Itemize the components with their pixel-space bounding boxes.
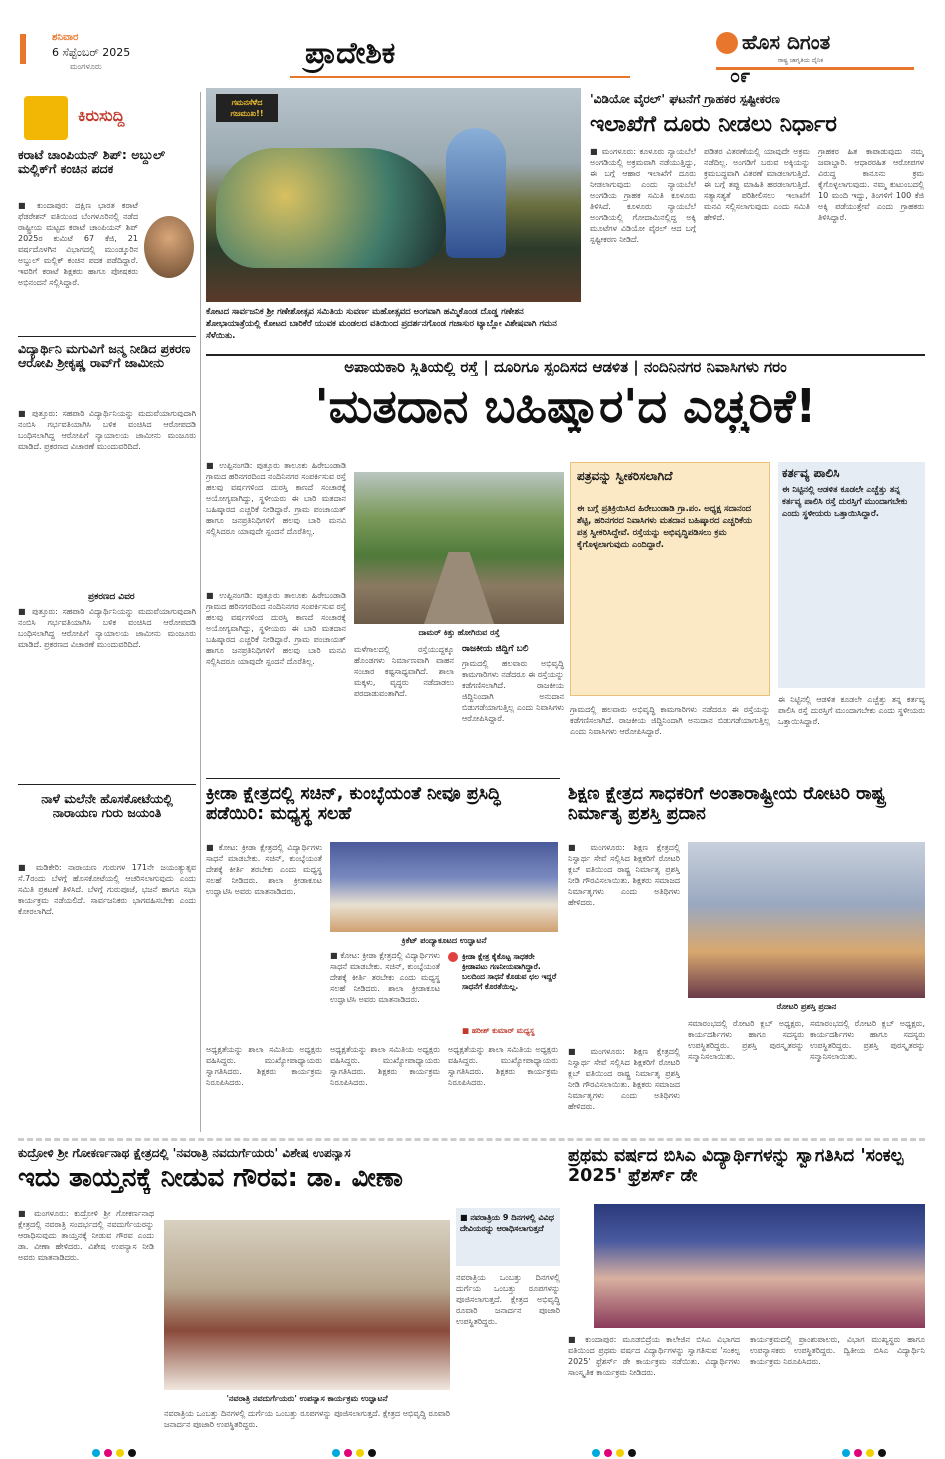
s3-title: ನಾಳೆ ಮಲೆನೇ ಹೊಸಕೋಟೆಯಲ್ಲಿ ನಾರಾಯಣ ಗುರು ಜಯಂತಿ: [41, 792, 173, 821]
veena-title: ಇದು ತಾಯ್ತನಕ್ಕೆ ನೀಡುವ ಗೌರವ: ಡಾ. ವೀಣಾ: [18, 1164, 403, 1193]
rotary-photo: [688, 842, 925, 998]
s1-title: ಕರಾಟೆ ಚಾಂಪಿಯನ್ ಶಿಪ್: ಅಬ್ದುಲ್ ಮಲ್ಲಿಕ್‌ಗೆ ಕಂಚಿನ ಪದಕ: [18, 148, 166, 177]
main-box: [570, 462, 770, 696]
sports-col2: ■ ಕೋಟ: ಕ್ರೀಡಾ ಕ್ಷೇತ್ರದಲ್ಲಿ ವಿದ್ಯಾರ್ಥಿಗಳು ಸಾಧನೆ ಮಾಡಬೇಕು. ಸಚಿನ್, ಕುಂಬ್ಳೆಯಂತೆ ದೇಶಕ್ಕೆ ಕೀರ್ತಿ ತರಬೇಕು ಎಂದು ಮಧ್ಯಸ್ಥ ಸಲಹೆ ನೀಡಿದರು. ಶಾಲಾ ಕ್ರೀಡಾಕೂಟ ಉದ್ಘಾಟಿಸಿ ಅವರು ಮಾತನಾಡಿದರು.: [330, 951, 440, 1004]
s2-body: ■ ಪುತ್ತೂರು: ಸಹಪಾಠಿ ವಿದ್ಯಾರ್ಥಿನಿಯನ್ನು ಮದುವೆಯಾಗುವುದಾಗಿ ನಂಬಿಸಿ ಗರ್ಭವತಿಯಾಗಿಸಿ ಬಳಿಕ ವಂಚಿಸಿದ ಆರೋಪದಡಿ ಬಂಧಿಸಲಾಗಿದ್ದ ಆರೋಪಿಗೆ ನ್ಯಾಯಾಲಯ ಜಾಮೀನು ಮಂಜೂರು ಮಾಡಿದೆ. ಪ್ರಕರಣದ ವಿಚಾರಣೆ ಮುಂದುವರಿದಿದೆ.: [18, 409, 196, 451]
box-body: ಈ ಬಗ್ಗೆ ಪ್ರತಿಕ್ರಿಯಿಸಿದ ಹಿರೇಬಂಡಾಡಿ ಗ್ರಾ.ಪಂ. ಅಧ್ಯಕ್ಷ ಸದಾನಂದ ಶೆಟ್ಟಿ, ಹರಿನಗರದ ನಿವಾಸಿಗಳು ಮತದಾನ ಬಹಿಷ್ಕಾರದ ಎಚ್ಚರಿಕೆಯ ಪತ್ರ ಸ್ವೀಕರಿಸಿದ್ದೇವೆ. ರಸ್ತೆಯನ್ನು ಅಭಿವೃದ್ಧಿಪಡಿಸಲು ಕ್ರಮ ಕೈಗೊಳ್ಳಲಾಗುವುದು ಎಂದಿದ್ದಾರೆ.: [577, 504, 753, 550]
quote-author: ■ ಹರೀಶ್ ಕುಮಾರ್ ಮಧ್ಯಸ್ಥ: [462, 1026, 535, 1035]
masthead: [0, 0, 945, 90]
veena-photo-caption: 'ನವರಾತ್ರಿ ನವದುರ್ಗೆಯರು' ಉಪನ್ಯಾಸ ಕಾರ್ಯಕ್ರಮ ಉದ್ಘಾಟನೆ: [226, 1394, 388, 1403]
tableau-shape: [216, 148, 446, 268]
left-column-rule: [200, 92, 201, 1132]
kirusuddi-column: [18, 92, 196, 1100]
sports-title: ಕ್ರೀಡಾ ಕ್ಷೇತ್ರದಲ್ಲಿ ಸಚಿನ್, ಕುಂಬ್ಳೆಯಂತೆ ನೀವೂ ಪ್ರಸಿದ್ಧಿ ಪಡೆಯಿರಿ: ಮಧ್ಯಸ್ಥ ಸಲಹೆ: [206, 784, 501, 825]
video-kicker: 'ವಿಡಿಯೋ ವೈರಲ್' ಘಟನೆಗೆ ಗ್ರಾಹಕರ ಸ್ಪಷ್ಟೀಕರಣ: [590, 92, 780, 106]
photo-tag: ಗಮನಸೆಳೆದ ಗಜಮುಖ!!: [216, 94, 278, 122]
section-title: ಪ್ರಾದೇಶಿಕ: [305, 36, 396, 71]
main-col3: ಗ್ರಾಮದಲ್ಲಿ ಹಲವಾರು ಅಭಿವೃದ್ಧಿ ಕಾಮಗಾರಿಗಳು ನಡೆದರೂ ಈ ರಸ್ತೆಯನ್ನು ಕಡೆಗಣಿಸಲಾಗಿದೆ. ರಾಜಕೀಯ ಜಿದ್ದಿನಿಂದಾಗಿ ಅನುದಾನ ಬಿಡುಗಡೆಯಾಗುತ್ತಿಲ್ಲ ಎಂದು ನಿವಾಸಿಗಳು ಆರೋಪಿಸಿದ್ದಾರೆ.: [462, 659, 564, 723]
main-col1: ■ ಉಪ್ಪಿನಂಗಡಿ: ಪುತ್ತೂರು ತಾಲೂಕು ಹಿರೇಬಂಡಾಡಿ ಗ್ರಾಮದ ಹರಿನಗರದಿಂದ ನಂದಿನಿನಗರ ಸಂಪರ್ಕಿಸುವ ರಸ್ತೆ ಹಲವು ವರ್ಷಗಳಿಂದ ದುರಸ್ತಿ ಕಾಣದೆ ಸಂಚಾರಕ್ಕೆ ಅಯೋಗ್ಯವಾಗಿದ್ದು, ಸ್ಥಳೀಯರು ಈ ಬಾರಿ ಮತದಾನ ಬಹಿಷ್ಕಾರದ ಎಚ್ಚರಿಕೆ ನೀಡಿದ್ದಾರೆ. ಗ್ರಾಮ ಪಂಚಾಯತ್ ಹಾಗೂ ಜನಪ್ರತಿನಿಧಿಗಳಿಗೆ ಹಲವು ಬಾರಿ ಮನವಿ ಸಲ್ಲಿಸಿದರೂ ಯಾವುದೇ ಸ್ಪಂದನೆ ದೊರೆತಿಲ್ಲ.: [206, 461, 346, 536]
rotary-col2: ಸಮಾರಂಭದಲ್ಲಿ ರೋಟರಿ ಕ್ಲಬ್ ಅಧ್ಯಕ್ಷರು, ಕಾರ್ಯದರ್ಶಿಗಳು ಹಾಗೂ ಸದಸ್ಯರು ಉಪಸ್ಥಿತರಿದ್ದರು. ಪ್ರಶಸ್ತಿ ಪುರಸ್ಕೃತರನ್ನು ಸನ್ಮಾನಿಸಲಾಯಿತು.: [688, 1019, 804, 1061]
veena-box-head: ■ ನವರಾತ್ರಿಯ 9 ದಿನಗಳಲ್ಲಿ ವಿವಿಧ ದೇವಿಯರನ್ನು ಆರಾಧಿಸಲಾಗುತ್ತದೆ: [460, 1213, 554, 1233]
video-title: ಇಲಾಖೆಗೆ ದೂರು ನೀಡಲು ನಿರ್ಧಾರ: [590, 112, 837, 137]
idol-shape: [446, 128, 506, 258]
rotary-photo-caption: ರೋಟರಿ ಪ್ರಶಸ್ತಿ ಪ್ರದಾನ: [776, 1002, 837, 1011]
s2-title: ವಿದ್ಯಾರ್ಥಿನಿ ಮಗುವಿಗೆ ಜನ್ಮ ನೀಡಿದ ಪ್ರಕರಣ ಆರೋಪಿ ಶ್ರೀಕೃಷ್ಣ ರಾವ್‌ಗೆ ಜಾಮೀನು: [18, 342, 191, 371]
s2-body-2: ■ ಪುತ್ತೂರು: ಸಹಪಾಠಿ ವಿದ್ಯಾರ್ಥಿನಿಯನ್ನು ಮದುವೆಯಾಗುವುದಾಗಿ ನಂಬಿಸಿ ಗರ್ಭವತಿಯಾಗಿಸಿ ಬಳಿಕ ವಂಚಿಸಿದ ಆರೋಪದಡಿ ಬಂಧಿಸಲಾಗಿದ್ದ ಆರೋಪಿಗೆ ನ್ಯಾಯಾಲಯ ಜಾಮೀನು ಮಂಜೂರು ಮಾಡಿದೆ. ಪ್ರಕರಣದ ವಿಚಾರಣೆ ಮುಂದುವರಿದಿದೆ.: [18, 607, 196, 649]
masthead-rule: [290, 76, 630, 78]
veena-col2: ನವರಾತ್ರಿಯ ಒಂಬತ್ತು ದಿನಗಳಲ್ಲಿ ದುರ್ಗೆಯ ಒಂಬತ್ತು ರೂಪಗಳನ್ನು ಪೂಜಿಸಲಾಗುತ್ತದೆ. ಕ್ಷೇತ್ರದ ಅಭಿವೃದ್ಧಿ ರೂವಾರಿ ಜನಾರ್ದನ ಪೂಜಾರಿ ಉಪಸ್ಥಿತರಿದ್ದರು.: [456, 1273, 560, 1326]
sports-col4: ಅಧ್ಯಕ್ಷತೆಯನ್ನು ಶಾಲಾ ಸಮಿತಿಯ ಅಧ್ಯಕ್ಷರು ವಹಿಸಿದ್ದರು. ಮುಖ್ಯೋಪಾಧ್ಯಾಯರು ಸ್ವಾಗತಿಸಿದರು. ಶಿಕ್ಷಕರು ಕಾರ್ಯಕ್ರಮ ನಿರೂಪಿಸಿದರು.: [330, 1045, 440, 1087]
main-top-rule: [206, 354, 925, 356]
main-kicker: ಅಪಾಯಕಾರಿ ಸ್ಥಿತಿಯಲ್ಲಿ ರಸ್ತೆ | ದೂರಿಗೂ ಸ್ಪಂದಿಸದ ಆಡಳಿತ | ನಂದಿನಿನಗರ ನಿವಾಸಿಗಳು ಗರಂ: [344, 358, 787, 376]
veena-photo: [164, 1220, 450, 1390]
road-shape: [424, 552, 494, 624]
veena-kicker: ಕುದ್ರೋಳಿ ಶ್ರೀ ಗೋಕರ್ಣನಾಥ ಕ್ಷೇತ್ರದಲ್ಲಿ 'ನವರಾತ್ರಿ ನವದುರ್ಗೆಯರು' ವಿಶೇಷ ಉಪನ್ಯಾಸ: [18, 1146, 351, 1160]
s1-body: ■ ಕುಂದಾಪುರ: ದಕ್ಷಿಣ ಭಾರತ ಕರಾಟೆ ಫೆಡರೇಶನ್ ವತಿಯಿಂದ ಬೆಂಗಳೂರಿನಲ್ಲಿ ನಡೆದ ರಾಷ್ಟ್ರೀಯ ಮಟ್ಟದ ಕರಾಟೆ ಚಾಂಪಿಯನ್ ಶಿಪ್ 2025ರ ಕುಮಿಟೆ 67 ಕೆಜಿ, 21 ವರ್ಷದೊಳಗಿನ ವಿಭಾಗದಲ್ಲಿ ಮುಂಡ್ಕೂರಿನ ಅಬ್ದುಲ್ ಮಲ್ಲಿಕ್ ಕಂಚಿನ ಪದಕ ಪಡೆದಿದ್ದಾರೆ. ಇವರಿಗೆ ಕರಾಟೆ ಶಿಕ್ಷಕರು ಹಾಗೂ ಪೋಷಕರು ಅಭಿನಂದನೆ ಸಲ್ಲಿಸಿದ್ದಾರೆ.: [18, 201, 138, 287]
freshers-story: [568, 1146, 925, 1436]
sports-col3: ಅಧ್ಯಕ್ಷತೆಯನ್ನು ಶಾಲಾ ಸಮಿತಿಯ ಅಧ್ಯಕ್ಷರು ವಹಿಸಿದ್ದರು. ಮುಖ್ಯೋಪಾಧ್ಯಾಯರು ಸ್ವಾಗತಿಸಿದರು. ಶಿಕ್ಷಕರು ಕಾರ್ಯಕ್ರಮ ನಿರೂಪಿಸಿದರು.: [206, 1045, 322, 1087]
rotary-col1b: ■ ಮಂಗಳೂರು: ಶಿಕ್ಷಣ ಕ್ಷೇತ್ರದಲ್ಲಿ ನಿಸ್ವಾರ್ಥ ಸೇವೆ ಸಲ್ಲಿಸಿದ ಶಿಕ್ಷಕರಿಗೆ ರೋಟರಿ ಕ್ಲಬ್ ವತಿಯಿಂದ ರಾಷ್ಟ್ರ ನಿರ್ಮಾತೃ ಪ್ರಶಸ್ತಿ ನೀಡಿ ಗೌರವಿಸಲಾಯಿತು. ಶಿಕ್ಷಕರು ಸಮಾಜದ ನಿರ್ಮಾತೃಗಳು ಎಂದು ಅತಿಥಿಗಳು ಹೇಳಿದರು.: [568, 1047, 680, 1111]
section-divider-dashed: [18, 1138, 925, 1142]
s1-body-cont: [18, 322, 196, 332]
s3-body: ■ ಮಡಿಕೇರಿ: ನಾರಾಯಣ ಗುರುಗಳ 171ನೇ ಜಯಂತ್ಯುತ್ಸವ ಸೆ.7ರಂದು ಬೆಳಗ್ಗೆ ಹೊಸಕೋಟೆಯಲ್ಲಿ ಆಚರಿಸಲಾಗುವುದು ಎಂದು ಸಮಿತಿ ಪ್ರಕಟಣೆ ತಿಳಿಸಿದೆ. ಬೆಳಗ್ಗೆ ಗುರುಪೂಜೆ, ಭಜನೆ ಹಾಗೂ ಸಭಾ ಕಾರ್ಯಕ್ರಮ ನಡೆಯಲಿದೆ. ಸಾರ್ವಜನಿಕರು ಭಾಗವಹಿಸಬೇಕು ಎಂದು ಕೋರಲಾಗಿದೆ.: [18, 863, 196, 916]
side-head: ಕರ್ತವ್ಯ ಪಾಲಿಸಿ: [782, 466, 840, 480]
masthead-date: 6 ಸೆಪ್ಟೆಂಬರ್ 2025: [52, 46, 131, 59]
registration-marks: [0, 1440, 945, 1456]
paper-tagline: ರಾಷ್ಟ್ರ ಜಾಗೃತಿಯ ದೈನಿಕ: [778, 57, 824, 64]
main-title: 'ಮತದಾನ ಬಹಿಷ್ಕಾರ'ದ ಎಚ್ಚರಿಕೆ!: [314, 380, 817, 433]
main-col4: ಗ್ರಾಮದಲ್ಲಿ ಹಲವಾರು ಅಭಿವೃದ್ಧಿ ಕಾಮಗಾರಿಗಳು ನಡೆದರೂ ಈ ರಸ್ತೆಯನ್ನು ಕಡೆಗಣಿಸಲಾಗಿದೆ. ರಾಜಕೀಯ ಜಿದ್ದಿನಿಂದಾಗಿ ಅನುದಾನ ಬಿಡುಗಡೆಯಾಗುತ್ತಿಲ್ಲ ಎಂದು ನಿವಾಸಿಗಳು ಆರೋಪಿಸಿದ್ದಾರೆ.: [570, 705, 770, 736]
kirusuddi-header: [18, 92, 196, 142]
paper-logo: [716, 30, 914, 70]
divider: [18, 336, 196, 337]
sports-col5: ಅಧ್ಯಕ್ಷತೆಯನ್ನು ಶಾಲಾ ಸಮಿತಿಯ ಅಧ್ಯಕ್ಷರು ವಹಿಸಿದ್ದರು. ಮುಖ್ಯೋಪಾಧ್ಯಾಯರು ಸ್ವಾಗತಿಸಿದರು. ಶಿಕ್ಷಕರು ಕಾರ್ಯಕ್ರಮ ನಿರೂಪಿಸಿದರು.: [448, 1045, 558, 1087]
quote-mark-icon: [448, 952, 458, 962]
main-col3-head: ರಾಜಕೀಯ ಜಿದ್ದಿಗೆ ಬಲಿ: [462, 644, 529, 654]
road-photo: [354, 472, 564, 624]
masthead-city: ಮಂಗಳೂರು: [70, 62, 102, 71]
freshers-col2: ಕಾರ್ಯಕ್ರಮದಲ್ಲಿ ಪ್ರಾಂಶುಪಾಲರು, ವಿಭಾಗ ಮುಖ್ಯಸ್ಥರು ಹಾಗೂ ಉಪನ್ಯಾಸಕರು ಉಪಸ್ಥಿತರಿದ್ದರು. ದ್ವಿತೀಯ ಬಿಸಿಎ ವಿದ್ಯಾರ್ಥಿನಿ ಕಾರ್ಯಕ್ರಮ ನಿರೂಪಿಸಿದರು.: [750, 1335, 925, 1366]
main-col5: ಈ ನಿಟ್ಟಿನಲ್ಲಿ ಆಡಳಿತ ಕೂಡಲೇ ಎಚ್ಚೆತ್ತು ತನ್ನ ಕರ್ತವ್ಯ ಪಾಲಿಸಿ ರಸ್ತೆ ದುರಸ್ತಿಗೆ ಮುಂದಾಗಬೇಕು ಎಂದು ಸ್ಥಳೀಯರು ಒತ್ತಾಯಿಸಿದ್ದಾರೆ.: [778, 695, 925, 726]
reg-dots-right: [840, 1442, 888, 1459]
freshers-title: ಪ್ರಥಮ ವರ್ಷದ ಬಿಸಿಎ ವಿದ್ಯಾರ್ಥಿಗಳನ್ನು ಸ್ವಾಗತಿಸಿದ 'ಸಂಕಲ್ಪ 2025' ಫ್ರೆಶರ್ಸ್ ಡೇ: [568, 1146, 904, 1187]
divider: [18, 784, 196, 785]
hand-icon: [24, 96, 68, 140]
freshers-photo: [594, 1204, 925, 1328]
side-box: [778, 462, 925, 688]
video-col1: ■ ಮಂಗಳೂರು: ಕೂಳೂರು ನ್ಯಾಯಬೆಲೆ ಅಂಗಡಿಯಲ್ಲಿ ಅಕ್ರಮವಾಗಿ ನಡೆಯುತ್ತಿದ್ದು, ಈ ಬಗ್ಗೆ ಆಹಾರ ಇಲಾಖೆಗೆ ದೂರು ನೀಡಲಾಗುವುದು ಎಂದು ನ್ಯಾಯಬೆಲೆ ಅಂಗಡಿಯ ಗ್ರಾಹಕ ಸಮಿತಿ ಕೂಳೂರು ತಿಳಿಸಿದೆ. ಕೂಳೂರು ನ್ಯಾಯಬೆಲೆ ಅಂಗಡಿಯಲ್ಲಿ ಗೋದಾಮಿನಲ್ಲಿದ್ದ ಅಕ್ಕಿ ಮೂಟೆಗಳ ವಿಡಿಯೋ ವೈರಲ್ ಆದ ಬಗ್ಗೆ ಸ್ಪಷ್ಟೀಕರಣ ನೀಡಿದೆ.: [590, 147, 696, 244]
main-col1b: ■ ಉಪ್ಪಿನಂಗಡಿ: ಪುತ್ತೂರು ತಾಲೂಕು ಹಿರೇಬಂಡಾಡಿ ಗ್ರಾಮದ ಹರಿನಗರದಿಂದ ನಂದಿನಿನಗರ ಸಂಪರ್ಕಿಸುವ ರಸ್ತೆ ಹಲವು ವರ್ಷಗಳಿಂದ ದುರಸ್ತಿ ಕಾಣದೆ ಸಂಚಾರಕ್ಕೆ ಅಯೋಗ್ಯವಾಗಿದ್ದು, ಸ್ಥಳೀಯರು ಈ ಬಾರಿ ಮತದಾನ ಬಹಿಷ್ಕಾರದ ಎಚ್ಚರಿಕೆ ನೀಡಿದ್ದಾರೆ. ಗ್ರಾಮ ಪಂಚಾಯತ್ ಹಾಗೂ ಜನಪ್ರತಿನಿಧಿಗಳಿಗೆ ಹಲವು ಬಾರಿ ಮನವಿ ಸಲ್ಲಿಸಿದರೂ ಯಾವುದೇ ಸ್ಪಂದನೆ ದೊರೆತಿಲ್ಲ.: [206, 591, 346, 666]
sports-photo: [330, 842, 558, 932]
masthead-day: ಶನಿವಾರ: [52, 32, 79, 43]
rotary-story: [568, 784, 925, 1138]
veena-box: [456, 1208, 560, 1266]
quote-text: ಕ್ರೀಡಾ ಕ್ಷೇತ್ರ ಕೈಕೊಟ್ಟ ಸಾಧಕರೇ ಕ್ರೀಡಾಪಟು ಗಣನೀಯವಾಗಿದ್ದಾರೆ. ಬಲದಿಂದ ಸಾಧನೆ ಕೊಡುವ ಛಲ ಇದ್ದರೆ ಸಾಧನೆಗೆ ಕೊರತೆಯಿಲ್ಲ.: [462, 952, 557, 991]
s2-subhead: ಪ್ರಕರಣದ ವಿವರ: [88, 592, 135, 602]
road-photo-caption: ದಾಮರ್ ಕಿತ್ತು ಹೋಗಿರುವ ರಸ್ತೆ: [418, 628, 500, 637]
s1-portrait: [144, 216, 194, 278]
sports-photo-caption: ಕ್ರಿಕೆಟ್ ಪಂದ್ಯಾಕೂಟದ ಉದ್ಘಾಟನೆ: [401, 936, 487, 945]
rotary-title: ಶಿಕ್ಷಣ ಕ್ಷೇತ್ರದ ಸಾಧಕರಿಗೆ ಅಂತಾರಾಷ್ಟ್ರೀಯ ರೋಟರಿ ರಾಷ್ಟ್ರ ನಿರ್ಮಾತೃ ಪ್ರಶಸ್ತಿ ಪ್ರದಾನ: [568, 784, 886, 825]
veena-body: ■ ಮಂಗಳೂರು: ಕುದ್ರೋಳಿ ಶ್ರೀ ಗೋಕರ್ಣನಾಥ ಕ್ಷೇತ್ರದಲ್ಲಿ ನವರಾತ್ರಿ ಸಂದರ್ಭದಲ್ಲಿ ನವದುರ್ಗೆಯರನ್ನು ಆರಾಧಿಸುವುದು ತಾಯ್ತನಕ್ಕೆ ನೀಡುವ ಗೌರವ ಎಂದು ಡಾ. ವೀಣಾ ಹೇಳಿದರು. ವಿಶೇಷ ಉಪನ್ಯಾಸ ನೀಡಿ ಅವರು ಮಾತನಾಡಿದರು.: [18, 1209, 154, 1262]
reg-dots-left: [90, 1442, 138, 1459]
video-story: [590, 92, 925, 350]
sports-quote: [448, 952, 558, 1040]
box-head: ಪತ್ರವನ್ನು ಸ್ವೀಕರಿಸಲಾಗಿದೆ: [577, 469, 673, 483]
veena-story: [18, 1146, 560, 1436]
orange-left-bar: [20, 34, 26, 64]
video-col3: ಗ್ರಾಹಕರ ಹಿತ ಕಾಪಾಡುವುದು ನಮ್ಮ ಜವಾಬ್ದಾರಿ. ಆಧಾರರಹಿತ ಆರೋಪಗಳ ವಿರುದ್ಧ ಕಾನೂನು ಕ್ರಮ ಕೈಗೊಳ್ಳಲಾಗುವುದು. ನಮ್ಮ ಕುಟುಂಬದಲ್ಲಿ 10 ಮಂದಿ ಇದ್ದು, ತಿಂಗಳಿಗೆ 100 ಕೆಜಿ ಅಕ್ಕಿ ಪಡೆಯುತ್ತೇವೆ ಎಂದು ಗ್ರಾಹಕರು ತಿಳಿಸಿದ್ದಾರೆ.: [818, 147, 924, 222]
page-number: ೦೯: [730, 66, 751, 87]
sports-story: [206, 784, 560, 1138]
paper-name: ಹೊಸ ದಿಗಂತ: [742, 30, 831, 54]
rotary-col3: ಸಮಾರಂಭದಲ್ಲಿ ರೋಟರಿ ಕ್ಲಬ್ ಅಧ್ಯಕ್ಷರು, ಕಾರ್ಯದರ್ಶಿಗಳು ಹಾಗೂ ಸದಸ್ಯರು ಉಪಸ್ಥಿತರಿದ್ದರು. ಪ್ರಶಸ್ತಿ ಪುರಸ್ಕೃತರನ್ನು ಸನ್ಮಾನಿಸಲಾಯಿತು.: [810, 1019, 925, 1061]
main-col2: ಮಳೆಗಾಲದಲ್ಲಿ ರಸ್ತೆಯುದ್ದಕ್ಕೂ ಹೊಂಡಗಳು ನಿರ್ಮಾಣವಾಗಿ ವಾಹನ ಸಂಚಾರ ಕಷ್ಟಸಾಧ್ಯವಾಗಿದೆ. ಶಾಲಾ ಮಕ್ಕಳು, ವೃದ್ಧರು ನಡೆದಾಡಲು ಪರದಾಡುವಂತಾಗಿದೆ.: [354, 645, 454, 698]
reg-dots-mid2: [590, 1442, 638, 1459]
sports-top-rule: [206, 778, 560, 779]
top-photo-block: [206, 88, 581, 350]
sports-body: ■ ಕೋಟ: ಕ್ರೀಡಾ ಕ್ಷೇತ್ರದಲ್ಲಿ ವಿದ್ಯಾರ್ಥಿಗಳು ಸಾಧನೆ ಮಾಡಬೇಕು. ಸಚಿನ್, ಕುಂಬ್ಳೆಯಂತೆ ದೇಶಕ್ಕೆ ಕೀರ್ತಿ ತರಬೇಕು ಎಂದು ಮಧ್ಯಸ್ಥ ಸಲಹೆ ನೀಡಿದರು. ಶಾಲಾ ಕ್ರೀಡಾಕೂಟ ಉದ್ಘಾಟಿಸಿ ಅವರು ಮಾತನಾಡಿದರು.: [206, 843, 322, 896]
logo-emblem-icon: [716, 32, 738, 54]
rotary-body: ■ ಮಂಗಳೂರು: ಶಿಕ್ಷಣ ಕ್ಷೇತ್ರದಲ್ಲಿ ನಿಸ್ವಾರ್ಥ ಸೇವೆ ಸಲ್ಲಿಸಿದ ಶಿಕ್ಷಕರಿಗೆ ರೋಟರಿ ಕ್ಲಬ್ ವತಿಯಿಂದ ರಾಷ್ಟ್ರ ನಿರ್ಮಾತೃ ಪ್ರಶಸ್ತಿ ನೀಡಿ ಗೌರವಿಸಲಾಯಿತು. ಶಿಕ್ಷಕರು ಸಮಾಜದ ನಿರ್ಮಾತೃಗಳು ಎಂದು ಅತಿಥಿಗಳು ಹೇಳಿದರು.: [568, 843, 680, 907]
freshers-body: ■ ಕುಂದಾಪುರ: ಮೂಡಬಿದ್ರೆಯ ಕಾಲೇಜಿನ ಬಿಸಿಎ ವಿಭಾಗದ ವತಿಯಿಂದ ಪ್ರಥಮ ವರ್ಷದ ವಿದ್ಯಾರ್ಥಿಗಳನ್ನು ಸ್ವಾಗತಿಸುವ 'ಸಂಕಲ್ಪ 2025' ಫ್ರೆಶರ್ಸ್ ಡೇ ಕಾರ್ಯಕ್ರಮ ನಡೆಯಿತು. ವಿದ್ಯಾರ್ಥಿಗಳು ಸಾಂಸ್ಕೃತಿಕ ಕಾರ್ಯಕ್ರಮ ನೀಡಿದರು.: [568, 1335, 740, 1377]
veena-col3: ನವರಾತ್ರಿಯ ಒಂಬತ್ತು ದಿನಗಳಲ್ಲಿ ದುರ್ಗೆಯ ಒಂಬತ್ತು ರೂಪಗಳನ್ನು ಪೂಜಿಸಲಾಗುತ್ತದೆ. ಕ್ಷೇತ್ರದ ಅಭಿವೃದ್ಧಿ ರೂವಾರಿ ಜನಾರ್ದನ ಪೂಜಾರಿ ಉಪಸ್ಥಿತರಿದ್ದರು.: [164, 1409, 450, 1429]
side-body: ಈ ನಿಟ್ಟಿನಲ್ಲಿ ಆಡಳಿತ ಕೂಡಲೇ ಎಚ್ಚೆತ್ತು ತನ್ನ ಕರ್ತವ್ಯ ಪಾಲಿಸಿ ರಸ್ತೆ ದುರಸ್ತಿಗೆ ಮುಂದಾಗಬೇಕು ಎಂದು ಸ್ಥಳೀಯರು ಒತ್ತಾಯಿಸಿದ್ದಾರೆ.: [782, 485, 908, 519]
kirusuddi-label: ಕಿರುಸುದ್ದಿ: [78, 106, 125, 125]
top-photo-caption: ಕೋಟದ ಸಾರ್ವಜನಿಕ ಶ್ರೀ ಗಣೇಶೋತ್ಸವ ಸಮಿತಿಯ ಸುವರ್ಣ ಮಹೋತ್ಸವದ ಅಂಗವಾಗಿ ಹಮ್ಮಿಕೊಂಡ ದೊಡ್ಡ ಗಣೇಶನ ಶೋಭಾಯಾತ್ರೆಯಲ್ಲಿ ಕೋಟದ ಬಾರಿಕೆರೆ ಯುವಕ ಮಂಡಲದ ವತಿಯಿಂದ ಪ್ರದರ್ಶನಗೊಂಡ ಗಜಾಸುರ ಟ್ಯಾಬ್ಲೋ ವಿಶೇಷವಾಗಿ ಗಮನ ಸೆಳೆಯಿತು.: [206, 307, 557, 341]
main-story: [206, 358, 925, 770]
video-col2: ಪಡಿತರ ವಿತರಣೆಯಲ್ಲಿ ಯಾವುದೇ ಅಕ್ರಮ ನಡೆದಿಲ್ಲ. ಅಂಗಡಿಗೆ ಬರುವ ಅಕ್ಕಿಯನ್ನು ಕ್ರಮಬದ್ಧವಾಗಿ ವಿತರಣೆ ಮಾಡಲಾಗುತ್ತಿದೆ. ಈ ಬಗ್ಗೆ ತಪ್ಪು ಮಾಹಿತಿ ಹರಡಲಾಗುತ್ತಿದೆ. ಸತ್ಯಾಸತ್ಯತೆ ಪರಿಶೀಲಿಸಲು ಇಲಾಖೆಗೆ ಮನವಿ ಸಲ್ಲಿಸಲಾಗುವುದು ಎಂದು ಸಮಿತಿ ಹೇಳಿದೆ.: [704, 147, 810, 222]
reg-dots-mid: [330, 1442, 378, 1459]
